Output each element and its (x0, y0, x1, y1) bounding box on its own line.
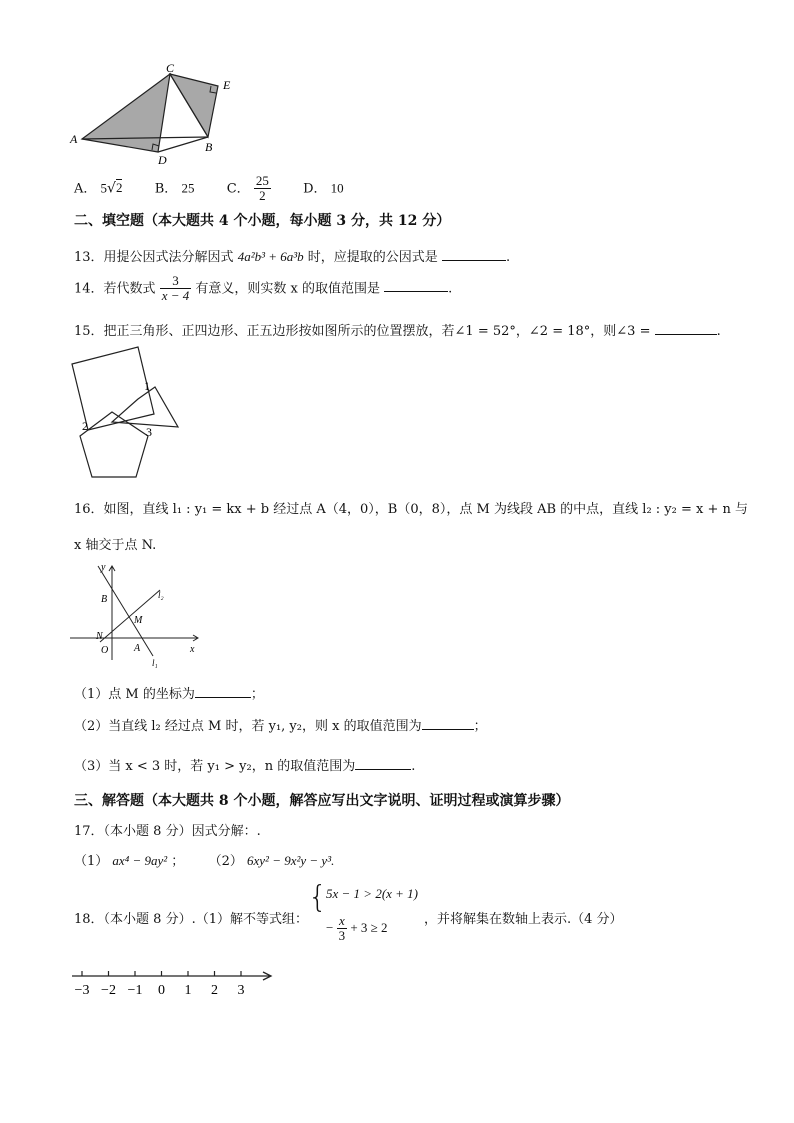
q14-suffix: 有意义，则实数 x 的取值范围是 (195, 281, 380, 297)
q18-ineq2-minus: − (326, 919, 334, 935)
label-e: E (223, 78, 231, 92)
q14-prefix: 14．若代数式 (74, 281, 156, 297)
number-line[interactable] (70, 964, 280, 1000)
q16-part3 (74, 755, 415, 774)
number-line-tick-label: −3 (74, 983, 90, 998)
q13-suffix: 时，应提取的公因式是 (307, 250, 438, 265)
option-c-fraction (254, 174, 271, 204)
q15: 15．把正三角形、正四边形、正五边形按如图所示的位置摆放，若∠1 = 52°，∠2 = 18°，则∠3 = . (74, 324, 721, 339)
q14-num: 3 (160, 274, 192, 289)
axis-x-label: x (190, 644, 195, 655)
q16-part2-text: （2）当直线 l₂ 经过点 M 时，若 y₁, y₂，则 x 的取值范围为 (74, 719, 422, 734)
label-a: A (70, 132, 78, 146)
option-c-den: 2 (259, 188, 266, 204)
number-line-tick-label: 0 (158, 983, 165, 998)
q17-p1-sep: ； (171, 854, 185, 869)
q14-den: x − 4 (161, 288, 190, 304)
option-a-value: 5 (100, 180, 108, 196)
section2-title: 二、填空题（本大题共 4 个小题，每小题 3 分，共 12 分） (74, 213, 451, 229)
q16-part1-semicolon: ； (250, 687, 264, 702)
q17-parts (74, 850, 334, 869)
option-a-letter: A． (74, 181, 97, 197)
q18-ineq2-fraction (337, 914, 348, 944)
angle-3-label: 3 (146, 425, 152, 439)
q16-line2: x 轴交于点 N. (74, 538, 157, 553)
origin-o-label: O (101, 645, 109, 656)
option-d-value: 10 (330, 180, 344, 196)
q17-p1-label: （1） (74, 854, 109, 869)
number-line-tick-label: −1 (127, 983, 143, 998)
label-c: C (166, 62, 175, 75)
line-l1-label: l₁ (152, 658, 158, 668)
q18-ineq2-num: x (337, 914, 348, 929)
section3-title: 三、解答题（本大题共 8 个小题，解答应写出文字说明、证明过程或演算步骤） (74, 793, 570, 809)
option-d-letter: D． (303, 181, 327, 197)
number-line-tick-label: 1 (184, 983, 192, 998)
q16-part3-blank[interactable] (355, 757, 411, 770)
angle-1-label: 1 (144, 379, 150, 393)
q16-line1: 16．如图，直线 l₁ : y₁ = kx + b 经过点 A（4，0），B（0，8），点 M 为线段 AB 的中点，直线 l₂ : y₂ = x + n 与 (74, 502, 749, 517)
q18-ineq2-rest: + 3 ≥ 2 (350, 919, 388, 935)
q16-part2 (74, 715, 487, 734)
q17-title: 17．（本小题 8 分）因式分解：. (74, 824, 261, 839)
point-m-label: M (134, 615, 143, 626)
q16-part2-semicolon: ； (473, 719, 487, 734)
q18-ineq1: 5x − 1 > 2(x + 1) (326, 886, 419, 901)
angle-2-label: 2 (82, 419, 88, 433)
option-b-value: 25 (181, 180, 195, 196)
q15-figure (66, 344, 186, 484)
option-c-letter: C． (226, 181, 250, 197)
number-line-tick-label: 2 (211, 983, 218, 998)
number-line-ticks (75, 971, 245, 998)
q16-part1-blank[interactable] (195, 685, 251, 698)
sqrt-symbol-icon: √ (107, 180, 116, 197)
option-b-letter: B． (154, 181, 178, 197)
number-line-tick-label: 3 (237, 983, 245, 998)
q16-part3-text: （3）当 x < 3 时，若 y₁ > y₂，n 的取值范围为 (74, 759, 356, 774)
option-a-root: 2 (115, 180, 123, 196)
q16-part2-blank[interactable] (422, 717, 474, 730)
q13-answer-blank[interactable] (442, 248, 506, 261)
q16-part3-period: . (411, 759, 416, 774)
label-b: B (205, 140, 213, 154)
point-b-label: B (101, 594, 108, 605)
number-line-tick-label: −2 (101, 983, 116, 998)
q17-p2-expr: 6xy² − 9x²y − y³. (247, 853, 335, 868)
q13-prefix: 13．用提公因式法分解因式 (74, 250, 234, 265)
q14-answer-blank[interactable] (384, 279, 448, 292)
q15-text: 15．把正三角形、正四边形、正五边形按如图所示的位置摆放，若∠1 = 52°，∠2 = 18°，则∠3 = (74, 324, 651, 339)
q12-figure (68, 62, 248, 167)
q14-fraction (160, 274, 192, 304)
q16-part1-text: （1）点 M 的坐标为 (74, 687, 195, 702)
axis-y-label: y (101, 562, 106, 573)
point-a-label: A (134, 643, 141, 654)
left-brace-icon: { (308, 880, 328, 915)
q18-ineq2 (326, 914, 388, 944)
point-n-label: N (96, 631, 103, 642)
q16-part1 (74, 683, 264, 702)
label-d: D (158, 153, 167, 167)
q13-expression: 4a²b³ + 6a³b (237, 249, 304, 264)
q17-p2-label: （2） (208, 854, 243, 869)
q13: 13．用提公因式法分解因式 4a²b³ + 6a³b 时，应提取的公因式是 . (74, 249, 511, 265)
q15-answer-blank[interactable] (655, 322, 717, 335)
q16-figure (68, 560, 208, 670)
q18-suffix: ，并将解集在数轴上表示.（4 分） (424, 912, 623, 927)
q12-options (74, 174, 344, 204)
q18-ineq2-den: 3 (338, 928, 346, 944)
q18-prefix: 18．（本小题 8 分）.（1）解不等式组： (74, 912, 308, 927)
q14: 14．若代数式 $\frac{3}{x - 4}$ 有意义，则实数 x 的取值范围是 . (74, 273, 453, 304)
q17-p1-expr: ax⁴ − 9ay² (112, 853, 168, 868)
line-l2-label: l₂ (158, 590, 164, 600)
option-c-num: 25 (255, 173, 269, 188)
